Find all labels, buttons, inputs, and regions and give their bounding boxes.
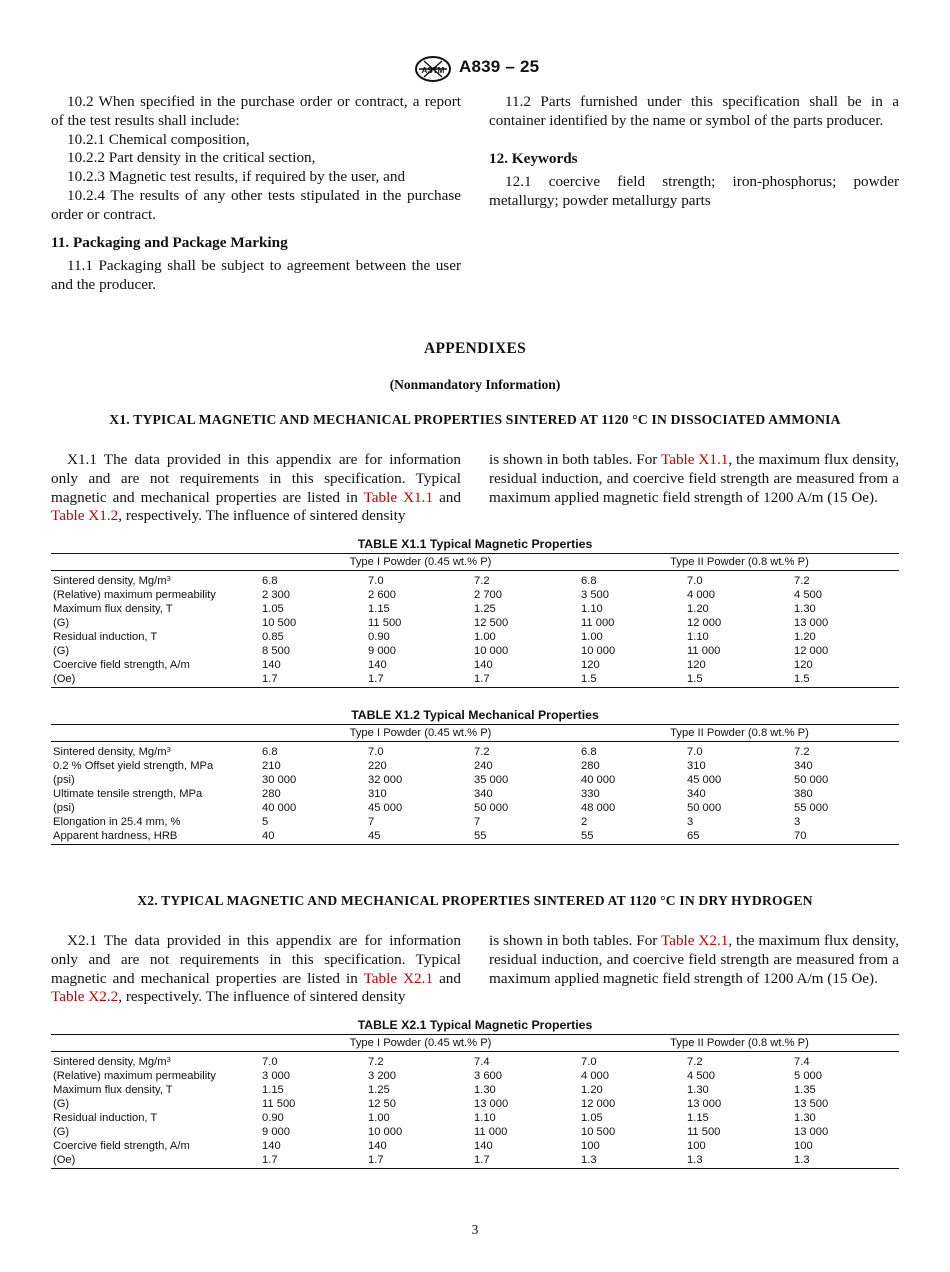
table-cell: 340 (794, 760, 813, 772)
x2-heading: X2. TYPICAL MAGNETIC AND MECHANICAL PROPERTIES SINTERED AT 1120 °C IN DRY HYDROGEN (137, 893, 813, 908)
paragraph-11-1: 11.1 Packaging shall be subject to agreement between the user and the producer. (51, 257, 461, 294)
row-label: 0.2 % Offset yield strength, MPa (53, 760, 214, 772)
table-cell: 45 000 (368, 802, 403, 814)
section-10-column (51, 93, 461, 295)
table-cell: 13 500 (794, 1098, 829, 1110)
section-12-heading: 12. Keywords (489, 149, 578, 167)
table-row (51, 574, 899, 588)
table-cell: 140 (368, 1140, 387, 1152)
table-cell: 7 (474, 816, 481, 828)
paragraph-x2-1-cont: is shown in both tables. For Table X2.1, the maximum flux density, residual induction, and coercive field strength are measured from a maximum applied magnetic field strength of 1200 A/m (15 Oe). (489, 932, 899, 987)
table-cell: 7.0 (687, 575, 703, 587)
document-id: A839 – 25 (459, 57, 540, 76)
table-cell: 1.30 (794, 603, 816, 615)
table-cell: 1.7 (262, 1154, 278, 1166)
table-cell: 4 500 (794, 589, 822, 601)
table-row (51, 773, 899, 787)
row-label: Sintered density, $Mg/m^3$ (53, 1055, 171, 1068)
paragraph-10-2: 10.2 When specified in the purchase order or contract, a report of the test results shall include: (51, 93, 461, 129)
link-table-x2-1[interactable]: Table X2.1 (363, 969, 434, 987)
row-label: (Relative) maximum permeability (53, 589, 216, 601)
table-cell: 13 000 (794, 1126, 829, 1138)
x1-left-text (51, 451, 461, 526)
table-cell: 1.00 (581, 631, 603, 643)
row-label: (G) (53, 617, 70, 629)
table-cell: 65 (687, 830, 700, 842)
table-cell: 1.5 (687, 673, 703, 685)
table-cell: 280 (581, 760, 600, 772)
table-row (51, 644, 899, 658)
table-cell: 50 000 (687, 802, 722, 814)
table-cell: 140 (262, 1140, 281, 1152)
row-label: Apparent hardness, HRB (53, 830, 178, 842)
table-cell: 3 000 (262, 1070, 290, 1082)
table-cell: 55 000 (794, 802, 829, 814)
table-cell: 10 000 (474, 645, 509, 657)
table-cell: 12 000 (581, 1098, 616, 1110)
table-cell: 140 (474, 1140, 493, 1152)
row-label: Sintered density, $Mg/m^3$ (53, 745, 171, 758)
appendixes-title: APPENDIXES (423, 340, 527, 357)
row-label: (psi) (53, 802, 75, 814)
table-cell: 12 500 (474, 617, 509, 629)
table-cell: 4 500 (687, 1070, 715, 1082)
paragraph-x2-1: X2.1 The data provided in this appendix are for information only and are not requirements in this specification. Typical magnetic and mechanical properties are listed in Table X2.1 and Table X2.2, respectively. The influence of sintered density (51, 932, 461, 1006)
table-cell: 1.05 (262, 603, 284, 615)
table-cell: 9 000 (262, 1126, 290, 1138)
table-x1-1 (51, 536, 899, 688)
x2-right-text (489, 932, 899, 988)
table-cell: 3 200 (368, 1070, 396, 1082)
table-cell: 45 (368, 830, 381, 842)
paragraph-12-1: 12.1 coercive field strength; iron-phosphorus; powder metallurgy; powder metallurgy parts (489, 173, 899, 210)
table-cell: 48 000 (581, 802, 616, 814)
table-cell: 11 000 (687, 645, 721, 657)
table-cell: 7.0 (687, 746, 703, 758)
table-cell: 0.90 (262, 1112, 284, 1124)
x1-right-text (489, 451, 899, 507)
table-cell: 3 600 (474, 1070, 502, 1082)
table-cell: 2 700 (474, 589, 502, 601)
table-rule (51, 687, 899, 688)
row-label: Ultimate tensile strength, MPa (53, 788, 203, 800)
table-rule (51, 1051, 899, 1052)
row-label: Sintered density, $Mg/m^3$ (53, 574, 171, 587)
superscript-cubed: 3 (166, 1055, 171, 1064)
table-cell: 7.2 (474, 746, 490, 758)
table-cell: 140 (262, 659, 281, 671)
table-row (51, 1083, 899, 1097)
table-cell: 13 000 (794, 617, 829, 629)
table-cell: 6.8 (581, 575, 597, 587)
row-label: (Oe) (53, 673, 76, 685)
table-cell: 3 (794, 816, 801, 828)
link-table-x2-1-b[interactable]: Table X2.1 (660, 932, 729, 949)
table-cell: 2 300 (262, 589, 290, 601)
row-label: (G) (53, 645, 70, 657)
table-cell: 1.35 (794, 1084, 816, 1096)
table-cell: 2 600 (368, 589, 396, 601)
table-cell: 310 (368, 788, 387, 800)
group-type-ii: Type II Powder (0.8 wt.% P) (670, 1037, 809, 1049)
table-cell: 1.7 (262, 673, 278, 685)
table-row (51, 1069, 899, 1083)
link-table-x1-1[interactable]: Table X1.1 (363, 488, 434, 506)
paragraph-10-2-4: 10.2.4 The results of any other tests stipulated in the purchase order or contract. (51, 186, 461, 223)
table-x1-2 (51, 707, 899, 845)
table-cell: 13 000 (687, 1098, 722, 1110)
table-cell: 13 000 (474, 1098, 509, 1110)
table-row (51, 1111, 899, 1125)
table-cell: 1.7 (474, 1154, 490, 1166)
table-cell: 32 000 (368, 774, 403, 786)
row-label: Elongation in 25.4 mm, % (53, 816, 181, 828)
table-cell: 1.3 (581, 1154, 597, 1166)
table-cell: 7.0 (368, 575, 384, 587)
table-cell: 35 000 (474, 774, 509, 786)
paragraph-x1-1-cont: is shown in both tables. For Table X1.1, the maximum flux density, residual induction, and coercive field strength are measured from a maximum applied magnetic field strength of 1200 A/m (15 Oe). (489, 451, 899, 506)
table-row (51, 745, 899, 759)
row-label: Maximum flux density, T (53, 1084, 173, 1096)
table-cell: 210 (262, 760, 281, 772)
table-cell: 11 000 (474, 1126, 508, 1138)
group-type-i: Type I Powder (0.45 wt.% P) (349, 727, 492, 739)
table-cell: 310 (687, 760, 706, 772)
table-row (51, 1055, 899, 1069)
table-row (51, 759, 899, 773)
table-row (51, 602, 899, 616)
table-cell: 1.05 (581, 1112, 603, 1124)
table-cell: 100 (794, 1140, 813, 1152)
section-11-heading: 11. Packaging and Package Marking (51, 233, 288, 251)
table-row (51, 1097, 899, 1111)
table-row (51, 588, 899, 602)
table-cell: 1.00 (368, 1112, 390, 1124)
table-caption: TABLE X1.2 Typical Mechanical Properties (351, 708, 599, 722)
table-cell: 11 500 (687, 1126, 721, 1138)
x2-left-text (51, 932, 461, 1007)
table-cell: 330 (581, 788, 600, 800)
row-label: (Relative) maximum permeability (53, 1070, 216, 1082)
table-cell: 6.8 (581, 746, 597, 758)
table-row (51, 1125, 899, 1139)
table-cell: 1.10 (474, 1112, 496, 1124)
table-cell: 12 000 (794, 645, 829, 657)
table-row (51, 815, 899, 829)
table-cell: 120 (581, 659, 600, 671)
table-cell: 50 000 (474, 802, 509, 814)
table-cell: 100 (687, 1140, 706, 1152)
x1-heading: X1. TYPICAL MAGNETIC AND MECHANICAL PROPERTIES SINTERED AT 1120 °C IN DISSOCIATED AMMONIA (109, 412, 841, 427)
table-cell: 120 (687, 659, 706, 671)
table-cell: 7.0 (262, 1056, 278, 1068)
table-row (51, 801, 899, 815)
table-cell: 7.0 (368, 746, 384, 758)
table-rule (51, 570, 899, 571)
table-cell: 12 50 (368, 1098, 396, 1110)
table-cell: 4 000 (687, 589, 715, 601)
table-x2-1 (51, 1017, 899, 1169)
table-cell: 140 (474, 659, 493, 671)
table-cell: 7.2 (794, 746, 810, 758)
table-cell: 7.4 (794, 1056, 810, 1068)
nonmandatory-subtitle: (Nonmandatory Information) (389, 377, 561, 392)
table-cell: 10 500 (581, 1126, 616, 1138)
link-table-x2-2[interactable]: Table X2.2 (51, 988, 119, 1006)
paragraph-x1-1: X1.1 The data provided in this appendix are for information only and are not requirements in this specification. Typical magnetic and mechanical properties are listed in Table X1.1 and Table X1.2, respectively. The influence of sintered density (51, 451, 461, 525)
table-cell: 50 000 (794, 774, 829, 786)
superscript-cubed: 3 (166, 745, 171, 754)
table-cell: 1.7 (368, 673, 384, 685)
table-cell: 1.15 (368, 603, 390, 615)
table-cell: 1.15 (262, 1084, 284, 1096)
table-cell: 1.25 (368, 1084, 390, 1096)
table-cell: 40 (262, 830, 275, 842)
link-table-x1-1-b[interactable]: Table X1.1 (660, 451, 729, 468)
table-group-header (51, 725, 899, 741)
table-cell: 100 (581, 1140, 600, 1152)
table-cell: 1.5 (581, 673, 597, 685)
table-row (51, 658, 899, 672)
paragraph-10-2-1: 10.2.1 Chemical composition, (67, 130, 250, 148)
group-type-i: Type I Powder (0.45 wt.% P) (349, 1037, 492, 1049)
row-label: (G) (53, 1126, 70, 1138)
row-label: Maximum flux density, T (53, 603, 173, 615)
table-row (51, 1153, 899, 1167)
table-cell: 7.0 (581, 1056, 597, 1068)
table-cell: 70 (794, 830, 807, 842)
table-cell: 7.2 (474, 575, 490, 587)
table-caption: TABLE X2.1 Typical Magnetic Properties (357, 1018, 593, 1032)
paragraph-10-2-2: 10.2.2 Part density in the critical section, (67, 149, 316, 167)
table-rule (51, 741, 899, 742)
table-cell: 55 (474, 830, 487, 842)
group-type-ii: Type II Powder (0.8 wt.% P) (670, 727, 809, 739)
table-row (51, 672, 899, 686)
link-table-x1-2[interactable]: Table X1.2 (51, 507, 119, 525)
svg-text:ASTM: ASTM (421, 66, 445, 75)
table-cell: 4 000 (581, 1070, 609, 1082)
row-label: (psi) (53, 774, 75, 786)
table-cell: 1.00 (474, 631, 496, 643)
table-cell: 1.5 (794, 673, 810, 685)
table-cell: 45 000 (687, 774, 722, 786)
group-type-i: Type I Powder (0.45 wt.% P) (349, 556, 492, 568)
table-cell: 40 000 (581, 774, 616, 786)
table-cell: 0.85 (262, 631, 284, 643)
table-cell: 30 000 (262, 774, 297, 786)
table-cell: 10 000 (581, 645, 616, 657)
table-body (51, 574, 899, 686)
astm-logo-icon (413, 56, 453, 82)
table-body (51, 745, 899, 843)
paragraph-11-2: 11.2 Parts furnished under this specification shall be in a container identified by the name or symbol of the parts producer. (489, 93, 899, 129)
row-label: Residual induction, T (53, 1112, 158, 1124)
table-cell: 240 (474, 760, 493, 772)
table-cell: 140 (368, 659, 387, 671)
superscript-cubed: 3 (166, 574, 171, 583)
table-row (51, 787, 899, 801)
table-cell: 1.30 (687, 1084, 709, 1096)
table-cell: 11 000 (581, 617, 615, 629)
row-label: (Oe) (53, 1154, 76, 1166)
table-cell: 7.2 (794, 575, 810, 587)
table-cell: 1.3 (687, 1154, 703, 1166)
table-cell: 6.8 (262, 575, 278, 587)
table-cell: 3 500 (581, 589, 609, 601)
table-cell: 6.8 (262, 746, 278, 758)
table-cell: 2 (581, 816, 588, 828)
row-label: Coercive field strength, A/m (53, 659, 190, 671)
table-cell: 1.10 (581, 603, 603, 615)
table-cell: 120 (794, 659, 813, 671)
table-row (51, 1139, 899, 1153)
table-cell: 1.20 (581, 1084, 603, 1096)
table-cell: 380 (794, 788, 813, 800)
table-cell: 5 000 (794, 1070, 822, 1082)
table-cell: 0.90 (368, 631, 390, 643)
table-cell: 10 000 (368, 1126, 403, 1138)
row-label: (G) (53, 1098, 70, 1110)
paragraph-10-2-3: 10.2.3 Magnetic test results, if required by the user, and (67, 168, 406, 186)
table-caption: TABLE X1.1 Typical Magnetic Properties (357, 537, 593, 551)
table-group-header (51, 554, 899, 570)
table-cell: 1.25 (474, 603, 496, 615)
table-cell: 12 000 (687, 617, 722, 629)
table-cell: 1.10 (687, 631, 709, 643)
table-cell: 220 (368, 760, 387, 772)
table-body (51, 1055, 899, 1167)
table-cell: 340 (687, 788, 706, 800)
table-cell: 9 000 (368, 645, 396, 657)
table-cell: 10 500 (262, 617, 297, 629)
table-row (51, 829, 899, 843)
table-cell: 8 500 (262, 645, 290, 657)
table-cell: 40 000 (262, 802, 297, 814)
table-cell: 7.4 (474, 1056, 490, 1068)
table-cell: 1.20 (794, 631, 816, 643)
group-type-ii: Type II Powder (0.8 wt.% P) (670, 556, 809, 568)
page-header (0, 56, 950, 82)
table-cell: 7.2 (368, 1056, 384, 1068)
table-rule (51, 844, 899, 845)
table-cell: 1.30 (474, 1084, 496, 1096)
table-cell: 3 (687, 816, 694, 828)
table-cell: 280 (262, 788, 281, 800)
table-cell: 11 500 (368, 617, 402, 629)
table-rule (51, 1168, 899, 1169)
table-cell: 55 (581, 830, 594, 842)
table-cell: 11 500 (262, 1098, 296, 1110)
row-label: Coercive field strength, A/m (53, 1140, 190, 1152)
table-cell: 1.30 (794, 1112, 816, 1124)
table-cell: 7 (368, 816, 375, 828)
table-cell: 1.3 (794, 1154, 810, 1166)
table-cell: 5 (262, 816, 269, 828)
table-cell: 1.20 (687, 603, 709, 615)
table-cell: 7.2 (687, 1056, 703, 1068)
table-cell: 1.7 (368, 1154, 384, 1166)
table-group-header (51, 1035, 899, 1051)
table-cell: 1.7 (474, 673, 490, 685)
page-number: 3 (471, 1222, 479, 1237)
table-cell: 1.15 (687, 1112, 709, 1124)
row-label: Residual induction, T (53, 631, 158, 643)
table-row (51, 630, 899, 644)
section-11-12-column (489, 93, 899, 211)
table-cell: 340 (474, 788, 493, 800)
table-row (51, 616, 899, 630)
